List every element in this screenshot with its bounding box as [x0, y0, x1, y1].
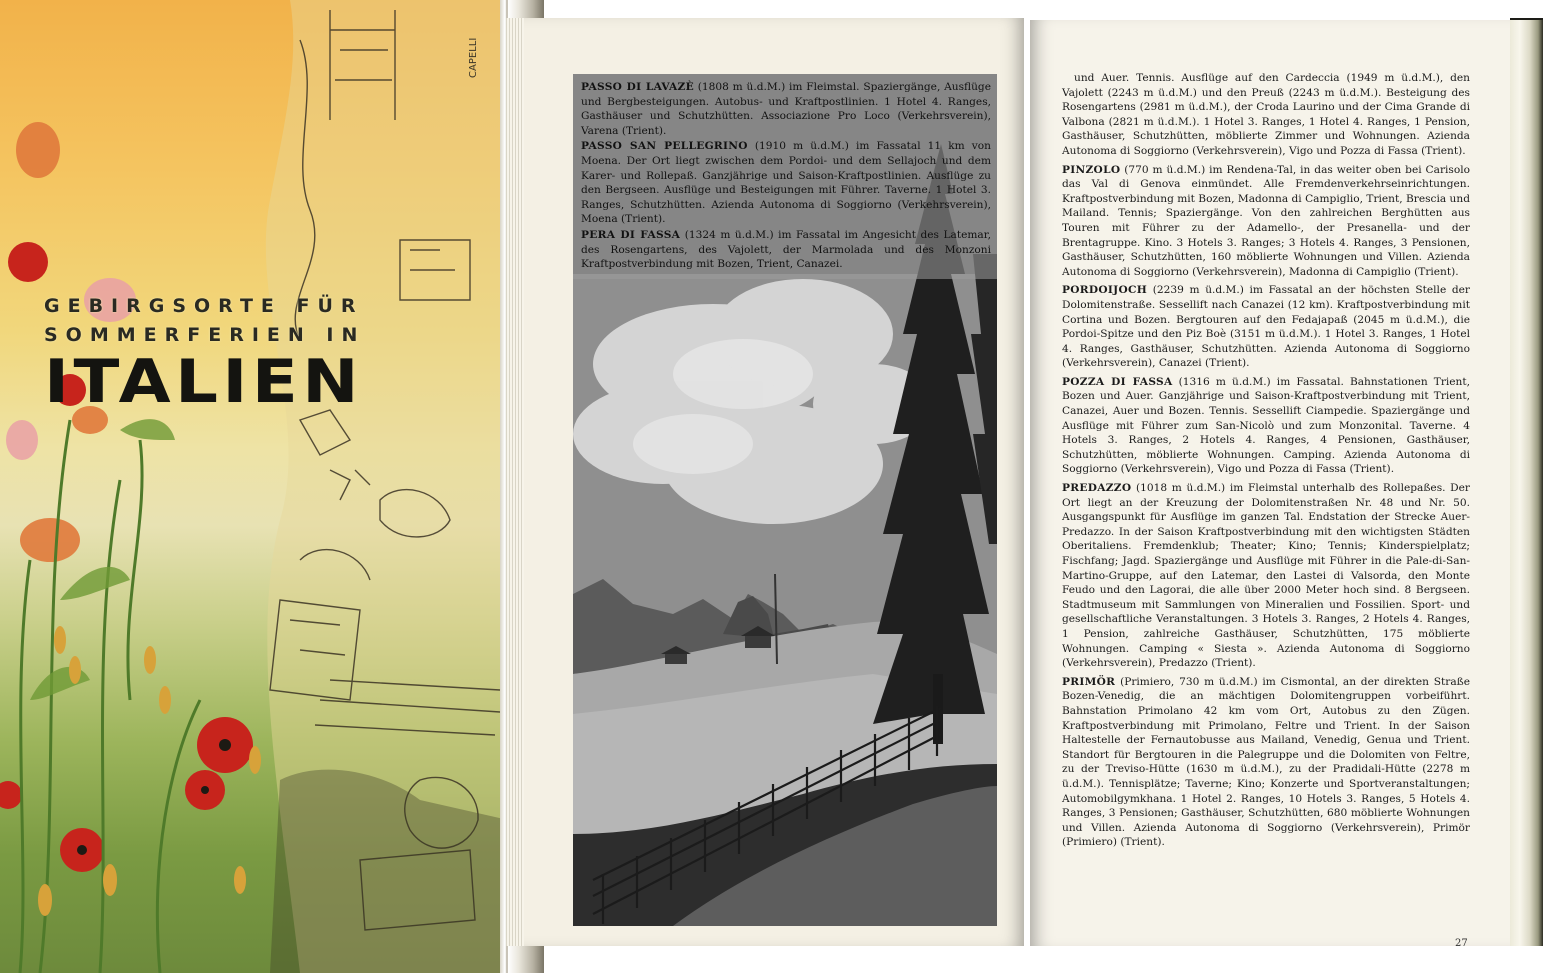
artist-signature: CAPELLI [468, 37, 479, 78]
cover-illustration [0, 0, 508, 973]
entry-text: (1910 m ü.d.M.) im Fassatal 11 km von Moena. Der Ort liegt zwischen dem Pordoi- und dem Sellajoch und dem Karer- und Rollepaß. Ganzjährige und Saison-Kraftpostlinien. Ausflüge zu den Bergseen. Ausflüge und Besteigungen mit Führer. Taverne. 1 Hotel 3. Ranges, Schutzhütten. Azienda Autonoma di Soggiorno (Verkehrsverein), Moena (Trient). [581, 140, 991, 226]
cover-main-title: ITALIEN [44, 347, 363, 417]
cover-subtitle-line1: GEBIRGSORTE FÜR [44, 295, 364, 317]
brochure-cover [0, 0, 508, 973]
entry-name: PASSO SAN PELLEGRINO [581, 140, 748, 153]
cover-subtitle-line2: SOMMERFERIEN IN [44, 324, 366, 346]
entry-text: (1018 m ü.d.M.) im Fleimstal unterhalb des Rollepaßes. Der Ort liegt an der Kreuzung der Dolomitenstraßen Nr. 48 und Nr. 50. Ausgangspunkt für Ausflüge im ganzen Tal. Endstation der Strecke Auer-Predazzo. In der Saison Kraftpostverbindung mit den wichtigsten Städten Oberitaliens. Fremdenklub; Theater; Kino; Tennis; Kinderspielplatz; Fischfang; Jagd. Spaziergänge und Ausflüge mit Führer in die Pale-di-San-Martino-Gruppe, auf den Latemar, den Lastei di Valsorda, den Monte Feudo und den Lagorai, die alle über 2000 Meter hoch sind. 8 Bergseen. Stadtmuseum mit Sammlungen von Mineralien und Fossilien. Sport- und gesellschaftliche Veranstaltungen. 3 Hotels 3. Ranges, 2 Hotels 4. Ranges, 1 Pension, zahlreiche Gasthäuser, Schutzhütten, 175 möblierte Wohnungen. Camping « Siesta ». Azienda Autonoma di Soggiorno (Verkehrsverein), Predazzo (Trient). [1062, 482, 1470, 670]
entry-name: PREDAZZO [1062, 482, 1132, 495]
entry-text: (2239 m ü.d.M.) im Fassatal an der höchsten Stelle der Dolomitenstraße. Sessellift nach Canazei (12 km). Kraftpostverbindung mit Cortina und Bozen. Bergtouren auf den Fedajapaß (2045 m ü.d.M.), die Pordoi-Spitze und den Piz Boè (3151 m ü.d.M.). 1 Hotel 3. Ranges, 1 Hotel 4. Ranges, Gasthäuser, Schutzhütten. Azienda Autonoma di Soggiorno (Verkehrsverein), Canazei (Trient). [1062, 284, 1470, 370]
entry-text: (1808 m ü.d.M.) im Fleimstal. Spaziergänge, Ausflüge und Bergbesteigungen. Autobus- und Kraftpostlinien. 1 Hotel 4. Ranges, Gasthäuser und Schutzhütten. Associazione Pro Loco (Verkehrsverein), Varena (Trient). [581, 81, 991, 137]
entry-text: (1324 m ü.d.M.) im Fassatal im Angesicht des Latemar, des Rosengartens, des Vajolett, der Marmolada und des Monzoni Kraftpostverbindung mit Bozen, Trient, Canazei. [581, 228, 992, 271]
page-edges [506, 18, 524, 946]
entry-text: (770 m ü.d.M.) im Rendena-Tal, in das weiter oben bei Carisolo das Val di Genova einmündet. Alle Fremdenverkehrseinrichtungen. Kraftpostverbindung mit Bozen, Madonna di Campiglio, Trient, Brescia und Mailand. Tennis; Spaziergänge. Von den zahlreichen Berghütten aus Touren mit Führer zu der Adamello-, der Presanella- und der Brentagruppe. Kino. 3 Hotels 3. Ranges; 3 Hotels 4. Ranges, 3 Pensionen, Gasthäuser, Schutzhütten, 160 möblierte Wohnungen und Villen. Azienda Autonoma di Soggiorno (Verkehrsverein), Madonna di Campiglio (Trient). [1062, 163, 1470, 278]
entry-text: (Primiero, 730 m ü.d.M.) im Cismontal, an der direkten Straße Bozen-Venedig, die an mächtigen Dolomitengruppen vorbeiführt. Bahnstation Primolano 42 km vom Ort, Autobus zu den Zügen. Kraftpostverbindung mit Primolano, Feltre und Trient. In der Saison Haltestelle der Fernautobusse aus Mailand, Venedig, Genua und Trient. Standort für Bergtouren in die Palegruppe und die Dolomiten von Feltre, zu der Treviso-Hütte (1630 m ü.d.M.), zu der Pradidali-Hütte (2278 m ü.d.M.). Tennisplätze; Taverne; Kino; Konzerte und Sportveranstaltungen; Automobilgymkhana. 1 Hotel 2. Ranges, 10 Hotels 3. Ranges, 5 Hotels 4. Ranges, 3 Pensionen; Gasthäuser, Schutzhütten, 680 möblierte Wohnungen und Villen. Azienda Autonoma di Soggiorno (Verkehrsverein), Primör (Primiero) (Trient). [1062, 675, 1470, 849]
entry-name: POZZA DI FASSA [1062, 375, 1173, 388]
photo-overlay-text [581, 80, 991, 273]
right-page-text [1062, 71, 1470, 854]
entry-name: PASSO DI LAVAZÈ [581, 81, 694, 93]
entry-text: (1316 m ü.d.M.) im Fassatal. Bahnstationen Trient, Bozen und Auer. Ganzjährige und Saison-Kraftpostverbindung mit Trient, Canazei, Auer und Bozen. Tennis. Sessellift Ciampedie. Spaziergänge und Ausflüge mit Führer zum San-Nicolò und zum Monzonital. Taverne. 4 Hotels 3. Ranges, 2 Hotels 4. Ranges, 4 Pensionen, Gasthäuser, Schutzhütten, möblierte Wohnungen. Camping. Azienda Autonoma di Soggiorno (Verkehrsverein), Vigo und Pozza di Fassa (Trient). [1062, 375, 1470, 476]
entry-name: PERA DI FASSA [581, 228, 681, 241]
entry-name: PINZOLO [1062, 163, 1121, 176]
entry-name: PORDOIJOCH [1062, 284, 1148, 297]
entry-pozza-di-fassa [1062, 375, 1470, 477]
entry-pinzolo [1062, 163, 1470, 280]
entry-pordoijoch [1062, 283, 1470, 371]
entry-predazzo [1062, 481, 1470, 671]
continuation-paragraph: und Auer. Tennis. Ausflüge auf den Cardeccia (1949 m ü.d.M.), den Vajolett (2243 m ü.d.M.) und den Preuß (2243 m ü.d.M.). Besteigung des Rosengartens (2981 m ü.d.M.), der Croda Laurino und der Cima Grande di Valbona (2821 m ü.d.M.). 1 Hotel 3. Ranges, 1 Hotel 4. Ranges, 1 Pension, Gasthäuser, Schutzhütten, möblierte Zimmer und Wohnungen. Azienda Autonoma di Soggiorno (Verkehrsverein), Vigo und Pozza di Fassa (Trient). [1062, 72, 1470, 157]
entry-name: PRIMÖR [1062, 675, 1116, 688]
entry-pera-di-fassa [581, 228, 991, 272]
entry-passo-san-pellegrino [581, 139, 991, 227]
mountain-photo [573, 74, 997, 926]
entry-primoer [1062, 675, 1470, 850]
page-edges-right [1510, 20, 1543, 946]
entry-passo-di-lavaze [581, 80, 991, 138]
page-number: 27 [1455, 938, 1468, 949]
